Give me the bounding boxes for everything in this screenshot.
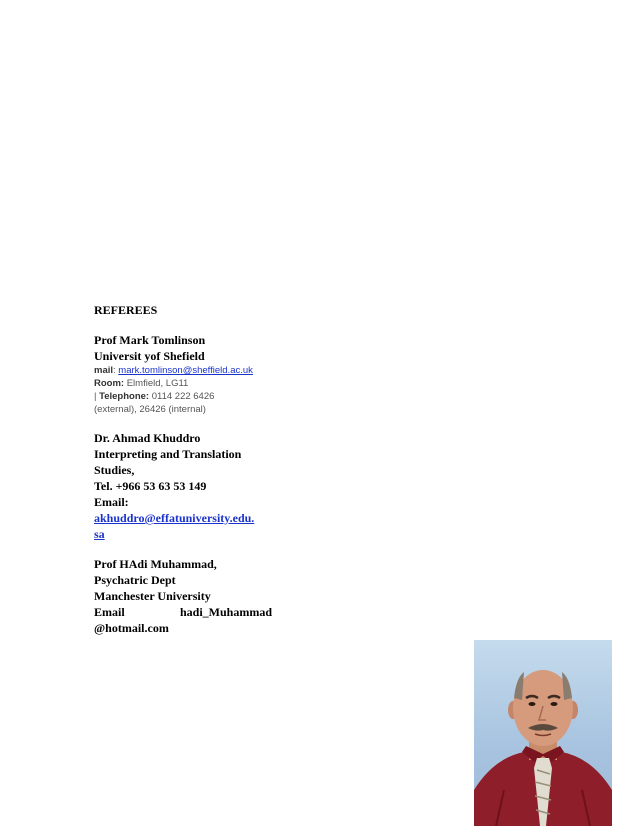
referee-1-tel-note: (external), 26426 (internal) bbox=[94, 404, 206, 415]
referee-1-mail-label: mail bbox=[94, 365, 114, 376]
referee-1-room-line bbox=[94, 377, 284, 390]
portrait-illustration bbox=[474, 640, 612, 826]
mail-separator: : bbox=[113, 365, 119, 376]
referee-3-institution: Manchester University bbox=[94, 589, 211, 603]
referee-1-institution: Universit yof Shefield bbox=[94, 349, 205, 363]
referee-3 bbox=[94, 556, 284, 636]
referee-1-mail-link[interactable]: mark.tomlinson@sheffield.ac.uk bbox=[118, 365, 253, 376]
referee-1-mail-line bbox=[94, 364, 284, 377]
referee-2-name: Dr. Ahmad Khuddro bbox=[94, 431, 201, 445]
referee-2-email-link-1[interactable]: akhuddro@effatuniversity.edu. bbox=[94, 511, 255, 525]
referee-3-email-row bbox=[94, 604, 272, 620]
referee-1-tel-value: 0114 222 6426 bbox=[149, 391, 215, 402]
referee-2 bbox=[94, 430, 284, 542]
referee-1-name: Prof Mark Tomlinson bbox=[94, 333, 206, 347]
referees-heading: REFEREES bbox=[94, 303, 158, 317]
referee-1-tel-line bbox=[94, 390, 284, 403]
tel-prefix: | bbox=[94, 391, 100, 402]
referee-2-tel: Tel. +966 53 63 53 149 bbox=[94, 479, 207, 493]
referee-3-email-label: Email bbox=[94, 605, 125, 619]
referee-2-email-label: Email: bbox=[94, 495, 129, 509]
referee-3-email-part2: @hotmail.com bbox=[94, 621, 169, 635]
referee-3-dept: Psychatric Dept bbox=[94, 573, 176, 587]
referee-2-dept-2: Studies, bbox=[94, 463, 135, 477]
referee-1-tel-label: Telephone: bbox=[99, 391, 150, 402]
referee-2-email-link-2[interactable]: sa bbox=[94, 527, 105, 541]
referee-1-room-value: Elmfield, LG11 bbox=[124, 378, 189, 389]
referee-3-name: Prof HAdi Muhammad, bbox=[94, 557, 217, 571]
referee-2-dept-1: Interpreting and Translation bbox=[94, 447, 242, 461]
referee-1 bbox=[94, 332, 284, 416]
portrait-photo bbox=[474, 640, 612, 826]
referees-section bbox=[94, 303, 284, 636]
referee-3-email-part1: hadi_Muhammad bbox=[179, 605, 272, 619]
referee-1-room-label: Room: bbox=[94, 378, 125, 389]
